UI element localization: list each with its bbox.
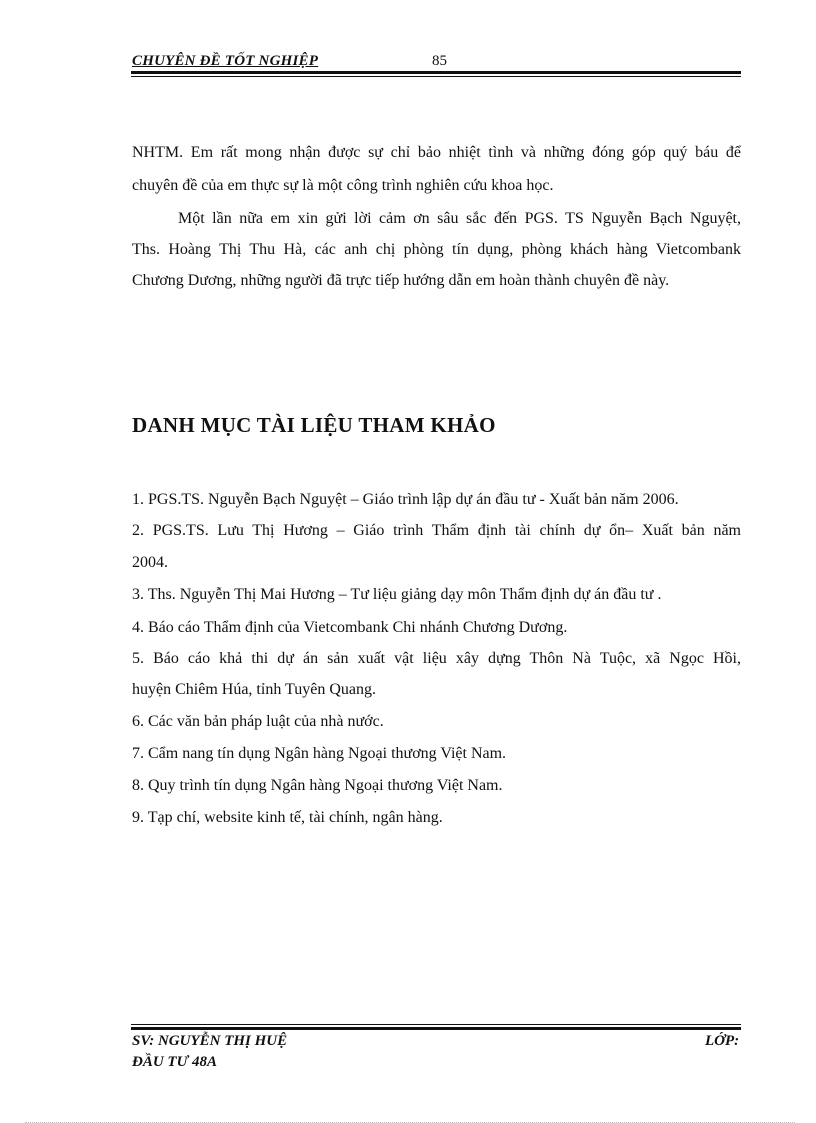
header-title: CHUYÊN ĐỀ TỐT NGHIỆP [132,53,319,69]
page-number: 85 [432,53,447,69]
footer-student-name: SV: NGUYỄN THỊ HUỆ [132,1033,288,1049]
intro-line: Một lần nữa em xin gửi lời cảm ơn sâu sắc đến PGS. TS Nguyễn Bạch Nguyệt, [178,210,741,227]
footer-class-label: LỚP: [705,1033,740,1049]
header-rule-thin [131,76,741,77]
reference-line: huyện Chiêm Húa, tỉnh Tuyên Quang. [132,681,376,698]
footer-rule-thick [131,1027,741,1030]
reference-line: 1. PGS.TS. Nguyễn Bạch Nguyệt – Giáo trình lập dự án đầu tư - Xuất bản năm 2006. [132,491,679,508]
reference-line: 7. Cẩm nang tín dụng Ngân hàng Ngoại thương Việt Nam. [132,745,507,762]
reference-line: 9. Tạp chí, website kinh tế, tài chính, ngân hàng. [132,809,443,826]
reference-line: 4. Báo cáo Thẩm định của Vietcombank Chi nhánh Chương Dương. [132,619,568,636]
intro-line: Chương Dương, những người đã trực tiếp hướng dẫn em hoàn thành chuyên đề này. [132,272,670,289]
reference-line: 2. PGS.TS. Lưu Thị Hương – Giáo trình Thẩm định tài chính dự ổn– Xuất bản năm [132,522,741,539]
reference-line: 6. Các văn bản pháp luật của nhà nước. [132,713,384,730]
reference-line: 5. Báo cáo khả thi dự án sản xuất vật liệu xây dựng Thôn Nà Tuộc, xã Ngọc Hồi, [132,650,741,667]
footer-rule-thin [131,1024,741,1025]
reference-line: 3. Ths. Nguyễn Thị Mai Hương – Tư liệu giảng dạy môn Thẩm định dự án đầu tư . [132,586,662,603]
header-rule-thick [131,71,741,74]
intro-line: NHTM. Em rất mong nhận được sự chỉ bảo nhiệt tình và những đóng góp quý báu để [132,144,741,161]
reference-line: 2004. [132,554,168,571]
footer-class-value: ĐẦU TƯ 48A [132,1054,217,1070]
intro-line: Ths. Hoàng Thị Thu Hà, các anh chị phòng tín dụng, phòng khách hàng Vietcombank [132,241,741,258]
intro-line: chuyên đề của em thực sự là một công trình nghiên cứu khoa học. [132,177,554,194]
reference-line: 8. Quy trình tín dụng Ngân hàng Ngoại thương Việt Nam. [132,777,503,794]
references-heading: DANH MỤC TÀI LIỆU THAM KHẢO [132,413,496,437]
